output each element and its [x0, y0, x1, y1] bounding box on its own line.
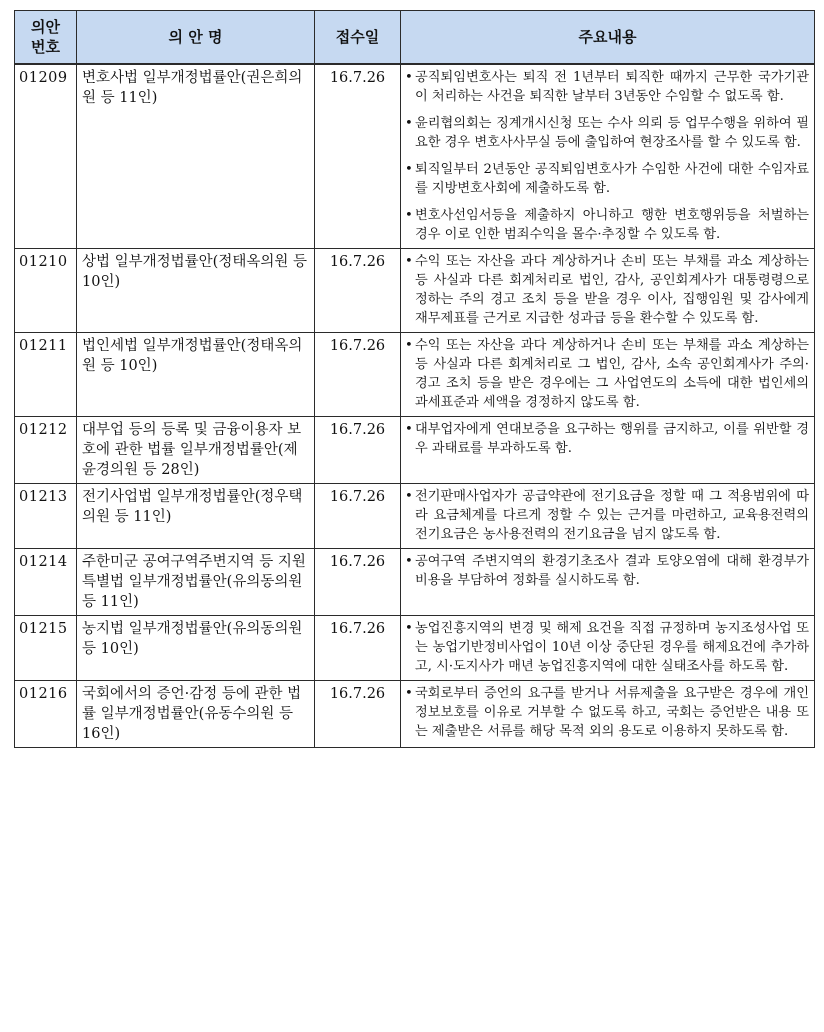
bill-title: 상법 일부개정법률안(정태옥의원 등 10인) [77, 249, 315, 333]
table-row [15, 249, 815, 333]
bill-table-page [14, 10, 814, 1026]
main-content [401, 249, 815, 333]
content-item-text: 공직퇴임변호사는 퇴직 전 1년부터 퇴직한 때까지 근무한 국가기관이 처리하는 사건을 퇴직한 날부터 3년동안 수임할 수 없도록 함. [415, 70, 809, 104]
content-list [405, 684, 809, 741]
bill-rows [15, 64, 815, 748]
content-item [405, 160, 809, 198]
main-content [401, 549, 815, 616]
received-date: 16.7.26 [315, 417, 401, 484]
main-content [401, 417, 815, 484]
content-item-text: 국회로부터 증언의 요구를 받거나 서류제출을 요구받은 경우에 개인정보보호를 이유로 거부할 수 없도록 하고, 국회는 증언받은 내용 또는 제출받은 서류를 해당 목적 외의 용도로 이용하지 못하도록 함. [415, 686, 809, 739]
bill-number: 01216 [15, 681, 77, 748]
bill-number: 01211 [15, 333, 77, 417]
bullet-icon: • [405, 554, 413, 569]
bill-title: 농지법 일부개정법률안(유의동의원 등 10인) [77, 616, 315, 681]
bill-title: 대부업 등의 등록 및 금융이용자 보호에 관한 법률 일부개정법률안(제윤경의원 등 28인) [77, 417, 315, 484]
bill-title: 변호사법 일부개정법률안(권은희의원 등 11인) [77, 64, 315, 249]
content-list [405, 619, 809, 676]
bill-number: 01210 [15, 249, 77, 333]
content-list [405, 336, 809, 412]
received-date: 16.7.26 [315, 64, 401, 249]
received-date: 16.7.26 [315, 333, 401, 417]
received-date: 16.7.26 [315, 681, 401, 748]
content-item-text: 농업진흥지역의 변경 및 해제 요건을 직접 규정하며 농지조성사업 또는 농업기반정비사업이 10년 이상 중단된 경우를 해제요건에 추가하고, 시·도지사가 매년 농업진흥지역에 대한 실태조사를 하도록 함. [415, 621, 809, 674]
bill-number: 01212 [15, 417, 77, 484]
bill-number: 01215 [15, 616, 77, 681]
content-item-text: 퇴직일부터 2년동안 공직퇴임변호사가 수임한 사건에 대한 수임자료를 지방변호사회에 제출하도록 함. [415, 162, 809, 196]
content-list [405, 252, 809, 328]
header-row [15, 11, 815, 65]
content-list [405, 68, 809, 244]
content-list [405, 420, 809, 458]
header-received-date: 접수일 [315, 11, 401, 65]
content-item [405, 420, 809, 458]
content-list [405, 487, 809, 544]
bullet-icon: • [405, 70, 413, 85]
received-date: 16.7.26 [315, 484, 401, 549]
bullet-icon: • [405, 621, 413, 636]
content-item [405, 619, 809, 676]
content-item-text: 공여구역 주변지역의 환경기초조사 결과 토양오염에 대해 환경부가 비용을 부담하여 정화를 실시하도록 함. [415, 554, 809, 588]
content-item [405, 552, 809, 590]
main-content [401, 681, 815, 748]
bullet-icon: • [405, 254, 413, 269]
content-item-text: 변호사선임서등을 제출하지 아니하고 행한 변호행위등을 처벌하는 경우 이로 인한 범죄수익을 몰수·추징할 수 있도록 함. [415, 208, 809, 242]
bill-title: 전기사업법 일부개정법률안(정우택의원 등 11인) [77, 484, 315, 549]
content-item [405, 206, 809, 244]
main-content [401, 616, 815, 681]
header-bill-title: 의 안 명 [77, 11, 315, 65]
bullet-icon: • [405, 116, 413, 131]
table-row [15, 616, 815, 681]
content-item-text: 수익 또는 자산을 과다 계상하거나 손비 또는 부채를 과소 계상하는 등 사실과 다른 회계처리로 그 법인, 감사, 소속 공인회계사가 주의·경고 조치 등을 받은 경우에는 그 사업연도의 소득에 대한 법인세의 과세표준과 세액을 경정하지 않도록 함. [415, 338, 809, 410]
bullet-icon: • [405, 338, 413, 353]
header-bill-number: 의안 번호 [15, 11, 77, 65]
bullet-icon: • [405, 489, 413, 504]
main-content [401, 64, 815, 249]
table-row [15, 417, 815, 484]
content-item [405, 68, 809, 106]
bullet-icon: • [405, 422, 413, 437]
content-item [405, 684, 809, 741]
bullet-icon: • [405, 208, 413, 223]
table-row [15, 681, 815, 748]
content-item-text: 윤리협의회는 징계개시신청 또는 수사 의뢰 등 업무수행을 위하여 필요한 경우 변호사사무실 등에 출입하여 현장조사를 할 수 있도록 함. [415, 116, 809, 150]
header-main-content: 주요내용 [401, 11, 815, 65]
content-item [405, 252, 809, 328]
content-item [405, 487, 809, 544]
bill-title: 법인세법 일부개정법률안(정태옥의원 등 10인) [77, 333, 315, 417]
bill-title: 국회에서의 증언·감정 등에 관한 법률 일부개정법률안(유동수의원 등 16인) [77, 681, 315, 748]
bill-table [14, 10, 815, 748]
table-row [15, 64, 815, 249]
bill-number: 01214 [15, 549, 77, 616]
received-date: 16.7.26 [315, 249, 401, 333]
main-content [401, 484, 815, 549]
table-row [15, 484, 815, 549]
content-item-text: 대부업자에게 연대보증을 요구하는 행위를 금지하고, 이를 위반할 경우 과태료를 부과하도록 함. [415, 422, 809, 456]
content-item-text: 수익 또는 자산을 과다 계상하거나 손비 또는 부채를 과소 계상하는 등 사실과 다른 회계처리로 법인, 감사, 공인회계사가 대통령령으로 정하는 주의 경고 조치 등을 받을 경우 이사, 집행임원 및 감사에게 재무제표를 근거로 지급한 성과급 등을 환수할 수 있도록 함. [415, 254, 809, 326]
table-row [15, 549, 815, 616]
bullet-icon: • [405, 162, 413, 177]
bill-title: 주한미군 공여구역주변지역 등 지원 특별법 일부개정법률안(유의동의원 등 11인) [77, 549, 315, 616]
content-item-text: 전기판매사업자가 공급약관에 전기요금을 정할 때 그 적용범위에 따라 요금체계를 다르게 정할 수 있는 근거를 마련하고, 교육용전력의 전기요금은 농사용전력의 전기요금을 넘지 않도록 함. [415, 489, 809, 542]
received-date: 16.7.26 [315, 616, 401, 681]
bullet-icon: • [405, 686, 413, 701]
bill-number: 01209 [15, 64, 77, 249]
table-row [15, 333, 815, 417]
bill-number: 01213 [15, 484, 77, 549]
content-item [405, 114, 809, 152]
received-date: 16.7.26 [315, 549, 401, 616]
content-list [405, 552, 809, 590]
content-item [405, 336, 809, 412]
main-content [401, 333, 815, 417]
